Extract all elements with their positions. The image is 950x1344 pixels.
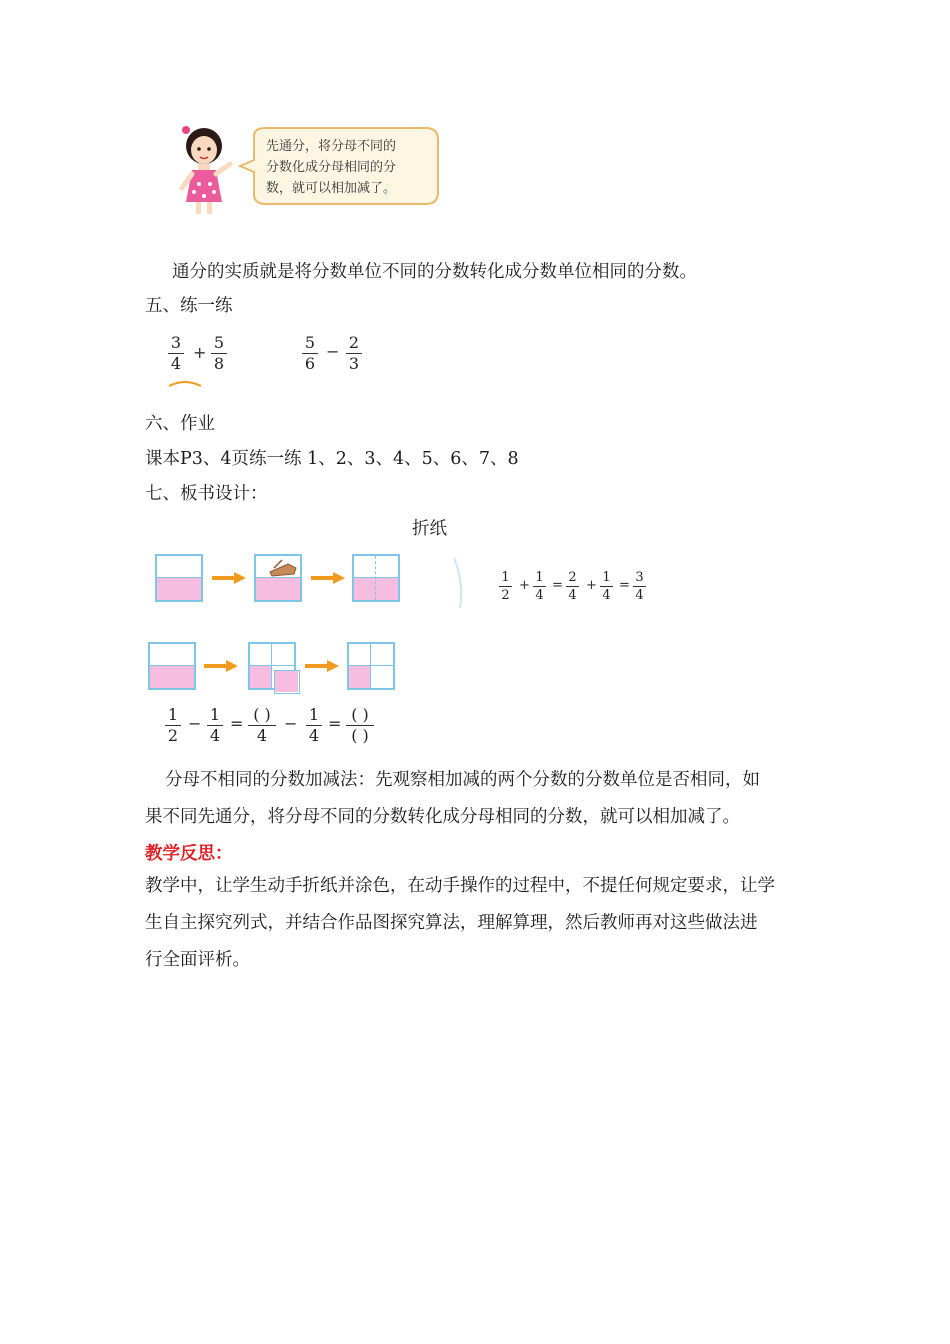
paper-square	[254, 554, 302, 602]
denominator: 4	[170, 354, 182, 373]
minus-sign: −	[284, 714, 298, 733]
fraction	[165, 706, 181, 745]
paper-square	[352, 554, 400, 602]
reflection-line-2: 生自主探究列式，并结合作品图探究算法，理解算理，然后教师再对这些做法进	[145, 913, 758, 933]
numerator: 2	[568, 570, 577, 585]
denominator: 4	[256, 726, 268, 745]
method-line-1: 分母不相同的分数加减法：先观察相加减的两个分数的分数单位是否相同，如	[165, 770, 760, 790]
numerator: 1	[535, 570, 544, 585]
numerator: 2	[348, 333, 360, 352]
numerator-blank: ( )	[351, 705, 369, 724]
fraction	[248, 706, 276, 745]
fraction	[346, 706, 374, 745]
fraction	[168, 334, 184, 373]
fraction	[207, 706, 223, 745]
denominator: 4	[568, 588, 577, 603]
numerator: 3	[170, 333, 182, 352]
denominator: 4	[535, 588, 544, 603]
fraction	[566, 570, 579, 603]
arc-decoration-icon	[165, 378, 205, 388]
numerator: 5	[213, 333, 225, 352]
method-line-2: 果不同先通分，将分母不同的分数转化成分母相同的分数，就可以相加减了。	[145, 807, 740, 827]
arrow-right-icon	[305, 660, 339, 672]
fraction	[600, 570, 613, 603]
denominator: 4	[602, 588, 611, 603]
fraction	[533, 570, 546, 603]
reflection-line-1: 教学中，让学生动手折纸并涂色，在动手操作的过程中，不提任何规定要求，让学	[145, 876, 775, 896]
denominator: 4	[209, 726, 221, 745]
numerator: 1	[602, 570, 611, 585]
equals-sign: =	[619, 578, 630, 593]
plus-sign: +	[519, 578, 530, 593]
minus-sign: −	[188, 714, 202, 733]
board-title: 折纸	[412, 519, 447, 539]
numerator: 3	[635, 570, 644, 585]
fraction	[346, 334, 362, 373]
fraction	[211, 334, 227, 373]
method-paragraph	[145, 762, 825, 836]
girl-illustration	[168, 122, 240, 218]
numerator: 1	[209, 705, 221, 724]
section-6-heading: 六、作业	[145, 414, 215, 434]
section-5-heading: 五、练一练	[145, 296, 233, 316]
equals-sign: =	[328, 714, 342, 733]
equals-sign: =	[552, 578, 563, 593]
section-7-heading: 七、板书设计：	[145, 484, 268, 504]
denominator: 6	[304, 354, 316, 373]
denominator-blank: ( )	[351, 726, 369, 745]
paper-square	[347, 642, 395, 690]
bubble-line-1: 先通分，将分母不同的	[266, 139, 397, 154]
arrow-right-icon	[204, 660, 238, 672]
reflection-paragraph	[145, 868, 825, 979]
numerator: 1	[308, 705, 320, 724]
essence-sentence: 通分的实质就是将分数单位不同的分数转化成分数单位相同的分数。	[172, 262, 697, 282]
girl-icon	[168, 122, 240, 218]
reflection-heading: 教学反思：	[145, 844, 233, 864]
fraction	[499, 570, 512, 603]
denominator: 2	[501, 588, 510, 603]
denominator: 8	[213, 354, 225, 373]
numerator-blank: ( )	[253, 705, 271, 724]
bubble-line-2: 分数化成分母相同的分	[266, 160, 397, 175]
fraction	[306, 706, 322, 745]
plus-sign: +	[193, 343, 207, 362]
numerator: 5	[304, 333, 316, 352]
numerator: 1	[167, 705, 179, 724]
numerator: 1	[501, 570, 510, 585]
denominator: 4	[308, 726, 320, 745]
paper-square	[148, 642, 196, 690]
denominator: 3	[348, 354, 360, 373]
folded-corner	[274, 670, 300, 694]
equals-sign: =	[230, 714, 244, 733]
fraction	[633, 570, 646, 603]
fraction	[302, 334, 318, 373]
speech-bubble	[236, 126, 442, 208]
curve-decoration-icon	[450, 556, 470, 610]
arrow-right-icon	[212, 572, 246, 584]
reflection-line-3: 行全面评析。	[145, 950, 250, 970]
minus-sign: −	[326, 342, 340, 361]
arrow-right-icon	[311, 572, 345, 584]
denominator: 4	[635, 588, 644, 603]
bubble-line-3: 数，就可以相加减了。	[266, 181, 397, 196]
paper-square	[155, 554, 203, 602]
denominator: 2	[167, 726, 179, 745]
homework-text: 课本P3、4页练一练 1、2、3、4、5、6、7、8	[145, 449, 519, 469]
hand-folding-icon	[268, 558, 298, 578]
plus-sign: +	[586, 578, 597, 593]
